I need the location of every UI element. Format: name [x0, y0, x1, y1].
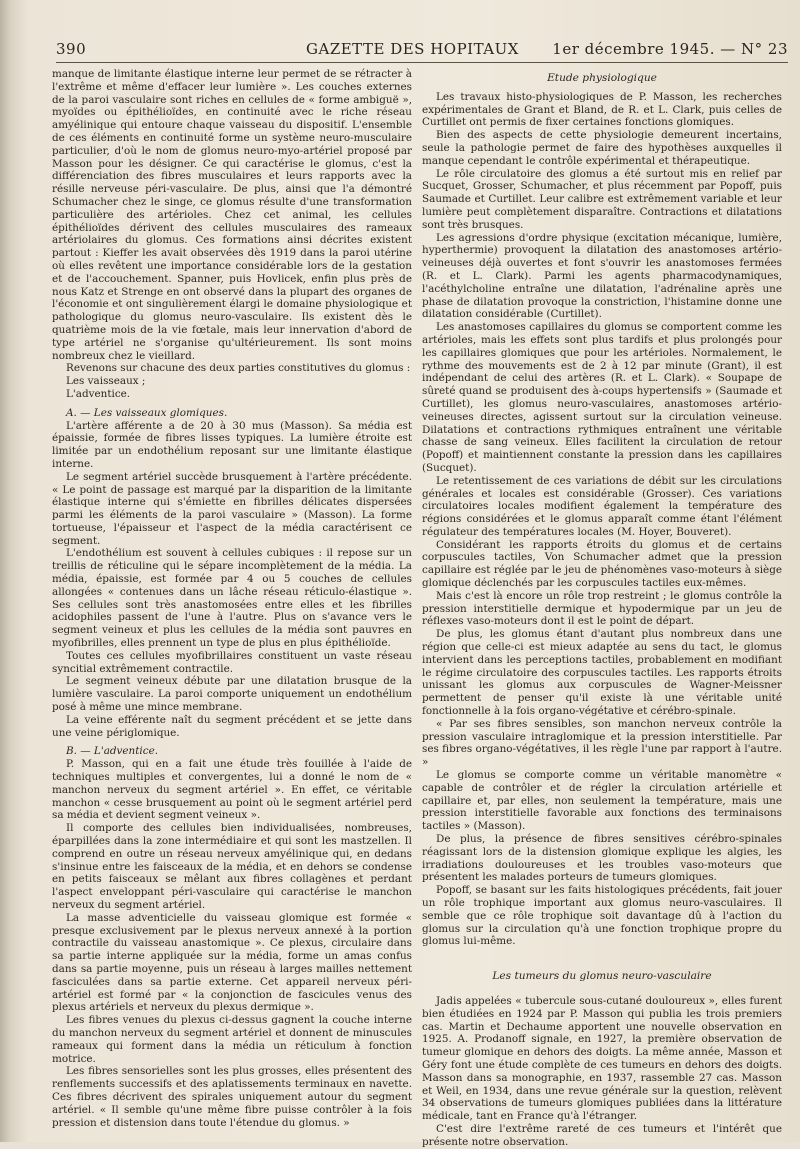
- paragraph: Le retentissement de ces variations de débit sur les circulations générales et locales est considérable (Grosser). Ces variations circulatoires locales modifient également la température des régions considérées et le glomus apparaît comme étant l'élément régulateur des températures locales (M. Hoyer, Bouveret).: [422, 474, 782, 538]
- paragraph: manque de limitante élastique interne leur permet de se rétracter à l'extrême et même d'effacer leur lumière ». Les couches externes de la paroi vasculaire sont riches en cellules de « forme ambiguë », myoïdes ou épithélioïdes, en continuité avec le riche réseau amyélinique qui entoure chaque vaisseau du dispositif. L'ensemble de ces éléments en continuité forme un système neuro-musculaire particulier, d'où le nom de glomus neuro-myo-artériel proposé par Masson pour les désigner. Ce qui caractérise le glomus, c'est la différenciation des fibres musculaires et leurs rapports avec la résille nerveuse péri-vasculaire. De plus, ainsi que l'a démontré Schumacher chez le singe, ce glomus résulte d'une transformation particulière des artérioles. Chez cet animal, les cellules épithélioïdes dérivent des cellules musculaires des rameaux artériolaires du glomus. Ces formations ainsi décrites existent partout : Kieffer les avait observées dès 1919 dans la paroi utérine où elles revêtent une importance considérable lors de la gestation et de l'accouchement. Spanner, puis Hovlicek, enfin plus près de nous Katz et Strenge en ont observé dans la plupart des organes de l'économie et ont singulièrement élargi le domaine physiologique et pathologique du glomus neuro-vasculaire. Ils existent dès le quatrième mois de la vie fœtale, mais leur innervation d'abord de type artériel ne s'organise qu'ultérieurement. Ils sont moins nombreux chez le vieillard.: [52, 68, 412, 362]
- paragraph: Les travaux histo-physiologiques de P. Masson, les recherches expérimentales de Grant et Bland, de R. et L. Clark, puis celles de Curtillet ont permis de fixer certaines fonctions glomiques.: [422, 90, 782, 129]
- paragraph: « Par ses fibres sensibles, son manchon nerveux contrôle la pression vasculaire intraglomique et la pression interstitielle. Par ses fibres organo-végétatives, il les règle l'une par rapport à l'autre. »: [422, 717, 782, 769]
- paragraph: Popoff, se basant sur les faits histologiques précédents, fait jouer un rôle trophique important aux glomus neuro-vasculaires. Il semble que ce rôle trophique soit davantage dû à l'action du glomus sur la circulation qu'à une fonction trophique propre du glomus lui-même.: [422, 884, 782, 948]
- section-heading: B. — L'adventice.: [66, 745, 159, 758]
- paragraph: Toutes ces cellules myofibrillaires constituent un vaste réseau syncitial extrêmement contractile.: [52, 649, 412, 675]
- section-heading: A. — Les vaisseaux glomiques.: [66, 406, 228, 419]
- paragraph: P. Masson, qui en a fait une étude très fouillée à l'aide de techniques multiples et convergentes, lui a donné le nom de « manchon nerveux du segment artériel ». En effet, ce véritable manchon « cesse brusquement au point où le segment artériel perd sa média et devient segment veineux ».: [52, 758, 412, 822]
- journal-title: GAZETTE DES HOPITAUX: [306, 40, 519, 58]
- header-rule: [56, 62, 788, 63]
- paragraph: Jadis appelées « tubercule sous-cutané douloureux », elles furent bien étudiées en 1924 par P. Masson qui publia les trois premiers cas. Martin et Dechaume apportent une nouvelle observation en 1925. A. Prodanoff signale, en 1927, la première observation de tumeur glomique en dehors des doigts. La même année, Masson et Géry font une étude complète de ces tumeurs en dehors des doigts. Masson dans sa monographie, en 1937, rassemble 27 cas. Masson et Weil, en 1934, dans une revue générale sur la question, relèvent 34 observations de tumeurs glomiques publiées dans la littérature médicale, tant en France qu'à l'étranger.: [422, 994, 782, 1123]
- paragraph: Les anastomoses capillaires du glomus se comportent comme les artérioles, mais les effets sont plus tardifs et plus prolongés pour les capillaires glomiques que pour les artérioles. Normalement, le rythme des mouvements est de 2 à 12 par minute (Grant), il est indépendant de celui des artères (R. et L. Clark). « Soupape de sûreté quand se produisent des à-coups hypertensifs » (Saumade et Curtillet), les glomus neuro-vasculaires, anastomoses artério-veineuses directes, agissent surtout sur la circulation veineuse. Dilatations et contractions rythmiques entraînent une véritable chasse de sang veineux. Elles facilitent la circulation de retour (Popoff) et maintiennent constante la pression dans les capillaires (Sucquet).: [422, 321, 782, 474]
- paragraph: Il comporte des cellules bien individualisées, nombreuses, éparpillées dans la zone intermédiaire et qui sont les mastzellen. Il comprend en outre un réseau nerveux amyélinique qui, en dedans s'insinue entre les faisceaux de la média, et en dehors se condense en petits faisceaux se mêlant aux fibres collagènes et perdant l'aspect enveloppant péri-vasculaire qui caractérise le manchon nerveux du segment artériel.: [52, 822, 412, 911]
- issue-date: 1er décembre 1945. — N° 23: [552, 40, 788, 58]
- right-column: [422, 68, 782, 1149]
- paragraph: Les fibres venues du plexus ci-dessus gagnent la couche interne du manchon nerveux du segment artériel et donnent de minuscules rameaux qui forment dans la média un réticulum à fonction motrice.: [52, 1014, 412, 1065]
- list-item: L'adventice.: [66, 387, 131, 400]
- paragraph: Le segment veineux débute par une dilatation brusque de la lumière vasculaire. La paroi comporte uniquement un endothélium posé à même une mince membrane.: [52, 675, 412, 714]
- paragraph: Le rôle circulatoire des glomus a été surtout mis en relief par Sucquet, Grosser, Schumacher, et plus récemment par Popoff, puis Saumade et Curtillet. Leur calibre est extrêmement variable et leur lumière peut complètement disparaître. Contractions et dilatations sont très brusques.: [422, 167, 782, 231]
- paragraph: La masse adventicielle du vaisseau glomique est formée « presque exclusivement par le plexus nerveux annexé à la portion contractile du vaisseau anastomique ». Ce plexus, circulaire dans sa partie interne appliquée sur la média, forme un amas confus dans sa partie moyenne, puis un réseau à larges mailles nettement fasciculées dans sa partie externe. Cet appareil nerveux péri-artériel est formé par « la conjonction de fascicules venus des plexus artériels et nerveux du plexus dermique ».: [52, 911, 412, 1014]
- paragraph: Bien des aspects de cette physiologie demeurent incertains, seule la pathologie permet de faire des hypothèses auxquelles il manque cependant le contrôle expérimental et thérapeutique.: [422, 129, 782, 167]
- paragraph: Le segment artériel succède brusquement à l'artère précédente. « Le point de passage est marqué par la disparition de la limitante élastique interne qui s'émiette en fibrilles délicates dispersées parmi les éléments de la paroi vasculaire » (Masson). La forme tortueuse, l'épaisseur et l'aspect de la média caractérisent ce segment.: [52, 470, 412, 547]
- section-heading: Etude physiologique: [547, 72, 657, 84]
- paragraph: C'est dire l'extrême rareté de ces tumeurs et l'intérêt que présente notre observation.: [422, 1122, 782, 1148]
- paragraph: Considérant les rapports étroits du glomus et de certains corpuscules tactiles, Von Schumacher admet que la pression capillaire est réglée par le jeu de phénomènes vaso-moteurs à siège glomique déclenchés par les corpuscules tactiles eux-mêmes.: [422, 538, 782, 590]
- paragraph: De plus, la présence de fibres sensitives cérébro-spinales réagissant lors de la distension glomique explique les algies, les irradiations douloureuses et les troubles vaso-moteurs que présentent les malades porteurs de tumeurs glomiques.: [422, 833, 782, 884]
- left-column: [52, 68, 412, 1129]
- paragraph: L'artère afférente a de 20 à 30 mus (Masson). Sa média est épaissie, formée de fibres lisses typiques. La lumière étroite est limitée par un endothélium reposant sur une limitante élastique interne.: [52, 419, 412, 470]
- page-number: 390: [56, 40, 87, 58]
- paragraph: Les fibres sensorielles sont les plus grosses, elles présentent des renflements successifs et des aplatissements terminaux en navette. Ces fibres décrivent des spirales uniquement autour du segment artériel. « Il semble qu'une même fibre puisse contrôler à la fois pression et distension dans toute l'étendue du glomus. »: [52, 1065, 412, 1129]
- section-heading: Les tumeurs du glomus neuro-vasculaire: [492, 970, 712, 983]
- paragraph: De plus, les glomus étant d'autant plus nombreux dans une région que celle-ci est mieux adaptée au sens du tact, le glomus intervient dans les perceptions tactiles, probablement en modifiant le régime circulatoire des corpuscules tactiles. Les rapports étroits unissant les glomus aux corpuscules de Wagner-Meissner permettent de penser qu'il existe là une véritable unité fonctionnelle à la fois organo-végétative et cérébro-spinale.: [422, 628, 782, 718]
- paragraph: Mais c'est là encore un rôle trop restreint ; le glomus contrôle la pression interstitielle dermique et hypodermique par un jeu de réflexes vaso-moteurs dont il est le point de départ.: [422, 589, 782, 628]
- paragraph: La veine efférente naît du segment précédent et se jette dans une veine périglomique.: [52, 713, 412, 739]
- list-item: Les vaisseaux ;: [66, 375, 146, 388]
- paragraph: Les agressions d'ordre physique (excitation mécanique, lumière, hyperthermie) provoquent la dilatation des anastomoses artério-veineuses déjà ouvertes et font s'ouvrir les anastomoses fermées (R. et L. Clark). Parmi les agents pharmacodynamiques, l'acéthylcholine entraîne une dilatation, l'adrénaline après une phase de dilatation provoque la constriction, l'histamine donne une dilatation considérable (Curtillet).: [422, 231, 782, 321]
- page-header: [56, 40, 788, 60]
- paragraph: Revenons sur chacune des deux parties constitutives du glomus :: [66, 362, 411, 375]
- paragraph: Le glomus se comporte comme un véritable manomètre « capable de contrôler et de régler la circulation artérielle et capillaire et, par elles, non seulement la température, mais une pression interstitielle favorable aux fonctions des terminaisons tactiles » (Masson).: [422, 769, 782, 833]
- paragraph: L'endothélium est souvent à cellules cubiques : il repose sur un treillis de réticuline qui le sépare incomplètement de la média. La média, épaissie, est formée par 4 ou 5 couches de cellules allongées « contenues dans un lâche réseau réticulo-élastique ». Ses cellules sont très anastomosées entre elles et les fibrilles acidophiles passent de l'une à l'autre. Plus on s'avance vers le segment veineux et plus les cellules de la média sont pauvres en myofibrilles, elles prennent un type de plus en plus épithélioïde.: [52, 547, 412, 650]
